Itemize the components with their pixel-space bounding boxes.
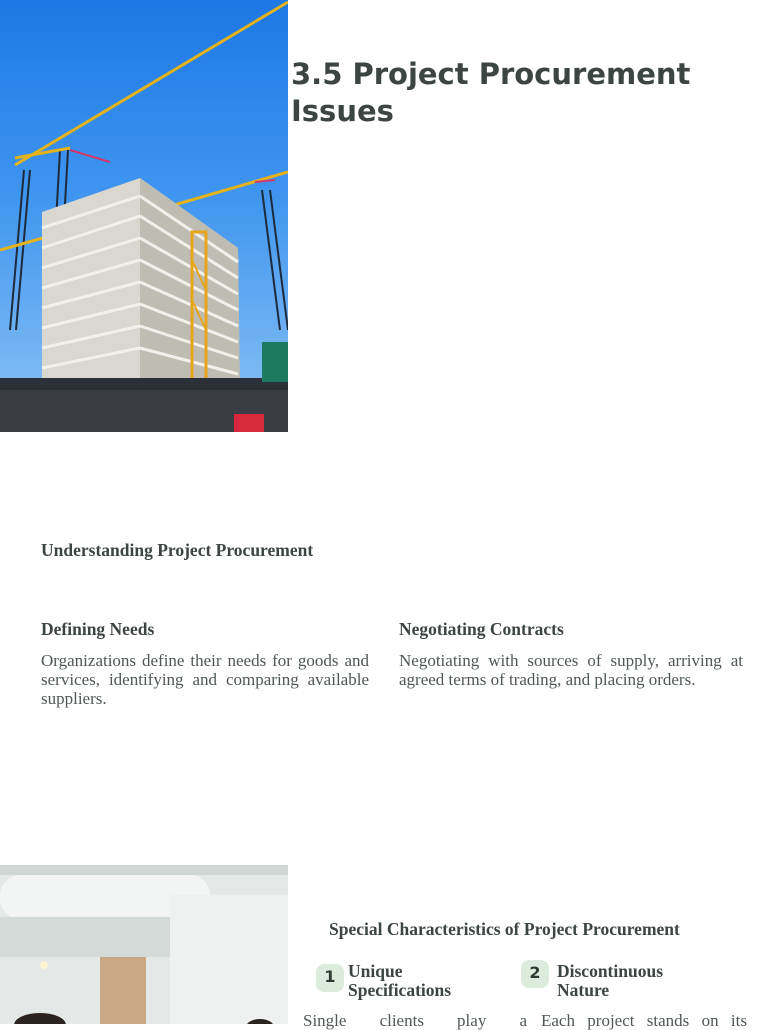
number-badge-1: 1 — [316, 964, 344, 992]
feature-title-unique-specifications: Unique Specifications — [348, 961, 452, 1000]
feature-body-unique-specifications: Single clients play a — [303, 1011, 527, 1030]
feature-body-discontinuous-nature: Each project stands on its — [541, 1011, 747, 1030]
feature-title-discontinuous-nature: Discontinuous Nature — [557, 961, 664, 1000]
number-badge-2: 2 — [521, 960, 549, 988]
section-heading-understanding: Understanding Project Procurement — [41, 540, 314, 560]
card-title-defining-needs: Defining Needs — [41, 619, 155, 639]
section-heading-special-characteristics: Special Characteristics of Project Procurement — [329, 919, 680, 939]
card-body-negotiating-contracts: Negotiating with sources of supply, arriving at agreed terms of trading, and placing orders. — [399, 651, 743, 689]
card-body-defining-needs: Organizations define their needs for goods and services, identifying and comparing available suppliers. — [41, 651, 369, 708]
card-title-negotiating-contracts: Negotiating Contracts — [399, 619, 564, 639]
meeting-room-image — [0, 865, 288, 1024]
construction-site-image — [0, 0, 288, 432]
page-title: 3.5 Project Procurement Issues — [291, 57, 691, 128]
